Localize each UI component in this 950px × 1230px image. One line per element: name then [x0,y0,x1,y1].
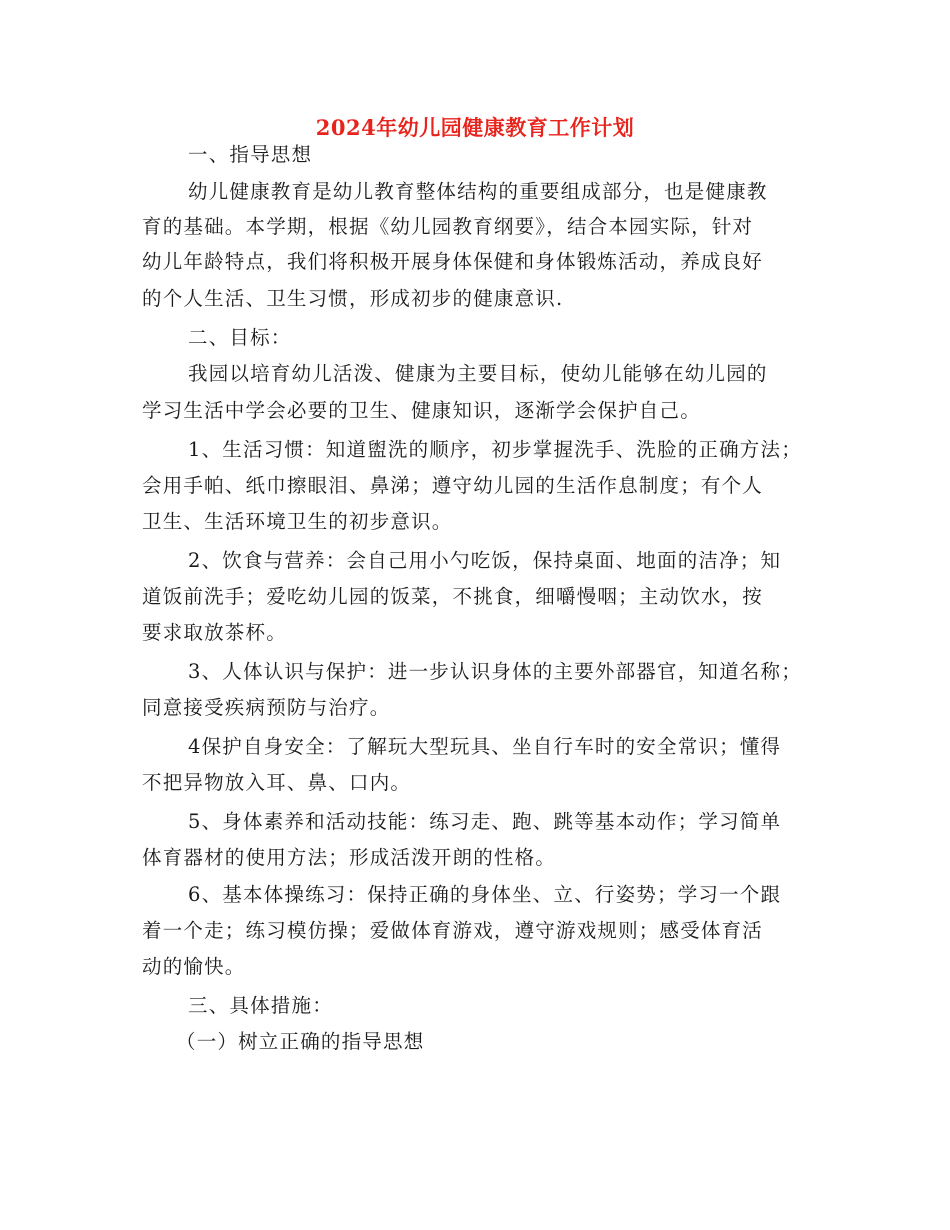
paragraph-line: 幼儿年龄特点，我们将积极开展身体保健和身体锻炼活动，养成良好 [142,250,764,273]
paragraph-line: 卫生、生活环境卫生的初步意识。 [142,510,453,533]
paragraph-line: 5、身体素养和活动技能：练习走、跑、跳等基本动作；学习简单 [188,810,782,833]
subsection-heading: （一）树立正确的指导思想 [176,1030,425,1053]
paragraph-line: 4保护自身安全：了解玩大型玩具、坐自行车时的安全常识；懂得 [188,735,782,758]
paragraph-line: 学习生活中学会必要的卫生、健康知识，逐渐学会保护自己。 [142,399,701,422]
paragraph-line: 6、基本体操练习：保持正确的身体坐、立、行姿势；学习一个跟 [188,883,782,906]
paragraph-line: 体育器材的使用方法；形成活泼开朗的性格。 [142,846,557,869]
paragraph-line: 同意接受疾病预防与治疗。 [142,696,391,719]
paragraph-line: 幼儿健康教育是幼儿教育整体结构的重要组成部分，也是健康教 [188,180,768,203]
section-heading-goals: 二、目标： [188,326,292,349]
paragraph-line: 3、人体认识与保护：进一步认识身体的主要外部器官，知道名称； [188,660,802,683]
paragraph-line: 着一个走；练习模仿操；爱做体育游戏，遵守游戏规则；感受体育活 [142,919,764,942]
paragraph-line: 会用手帕、纸巾擦眼泪、鼻涕；遵守幼儿园的生活作息制度；有个人 [142,474,764,497]
document-title: 2024年幼儿园健康教育工作计划 [315,115,635,140]
section-heading-measures: 三、具体措施： [188,994,333,1017]
paragraph-line: 的个人生活、卫生习惯，形成初步的健康意识. [142,287,564,310]
paragraph-line: 我园以培育幼儿活泼、健康为主要目标，使幼儿能够在幼儿园的 [188,362,768,385]
section-heading-guiding-thought: 一、指导思想 [188,143,313,166]
paragraph-line: 不把异物放入耳、鼻、口内。 [142,771,412,794]
paragraph-line: 动的愉快。 [142,955,246,978]
paragraph-line: 育的基础。本学期，根据《幼儿园教育纲要》，结合本园实际，针对 [142,215,754,238]
paragraph-line: 2、饮食与营养：会自己用小勺吃饭，保持桌面、地面的洁净；知 [188,549,782,572]
paragraph-line: 1、生活习惯：知道盥洗的顺序，初步掌握洗手、洗脸的正确方法； [188,438,802,461]
paragraph-line: 要求取放茶杯。 [142,621,287,644]
paragraph-line: 道饭前洗手；爱吃幼儿园的饭菜，不挑食，细嚼慢咽；主动饮水，按 [142,585,764,608]
